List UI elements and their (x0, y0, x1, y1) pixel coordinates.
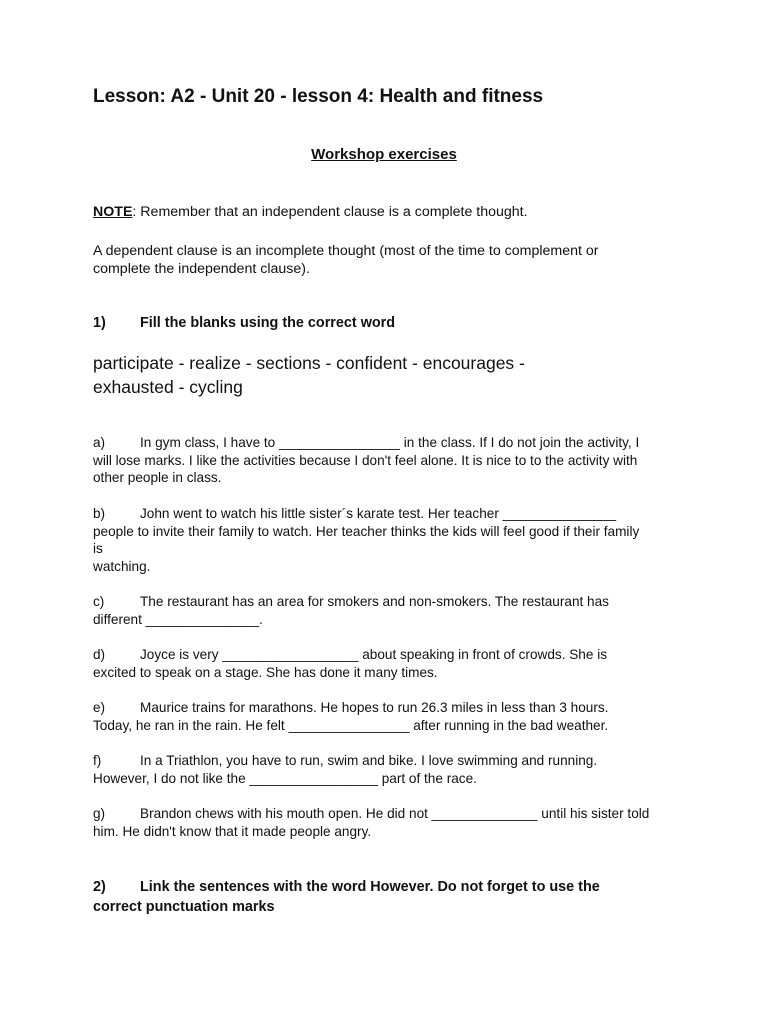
dependent-clause-line: A dependent clause is an incomplete thought (most of the time to complement or (93, 243, 599, 259)
exercise-text: In a Triathlon, you have to run, swim and bike. I love swimming and running. (140, 753, 598, 768)
exercise-text: him. He didn't know that it made people angry. (93, 823, 372, 839)
note-text: : Remember that an independent clause is a complete thought. (132, 204, 528, 220)
word-bank-line: exhausted - cycling (93, 377, 243, 397)
word-bank (93, 351, 653, 399)
word-bank-line: participate - realize - sections - confident - encourages - (93, 353, 525, 373)
exercise-text: people to invite their family to watch. Her teacher thinks the kids will feel good if their family (93, 523, 640, 539)
exercise-c (93, 593, 681, 628)
exercise-letter: g) (93, 806, 106, 821)
exercise-text: Joyce is very __________________ about speaking in front of crowds. She is (140, 647, 608, 662)
section-2-heading (93, 877, 693, 917)
note-paragraph (93, 203, 683, 221)
dependent-clause-line: complete the independent clause). (93, 261, 310, 277)
exercise-text: excited to speak on a stage. She has done it many times. (93, 664, 438, 680)
section-number: 2) (93, 879, 106, 895)
exercise-letter: e) (93, 700, 106, 715)
exercise-text: is (93, 541, 103, 556)
exercise-b (93, 505, 681, 575)
exercise-text: However, I do not like the _________________ part of the race. (93, 770, 477, 786)
exercise-text: will lose marks. I like the activities because I don't feel alone. It is nice to to the activity with (93, 452, 638, 468)
note-label: NOTE (93, 204, 133, 220)
exercise-e (93, 699, 681, 734)
exercise-text: Brandon chews with his mouth open. He did not ______________ until his sister told (140, 806, 650, 821)
exercise-f (93, 752, 681, 787)
exercise-text: different _______________. (93, 611, 263, 627)
exercise-text: In gym class, I have to ________________ in the class. If I do not join the activity, I (140, 435, 640, 450)
exercise-text: Today, he ran in the rain. He felt ________________ after running in the bad weather. (93, 717, 609, 733)
page-title: Lesson: A2 - Unit 20 - lesson 4: Health and fitness (93, 86, 544, 107)
section-heading-text: Link the sentences with the word However. Do not forget to use the (140, 879, 600, 895)
exercise-text: John went to watch his little sister´s karate test. Her teacher _______________ (140, 506, 617, 521)
exercise-letter: d) (93, 647, 106, 662)
exercise-text: watching. (93, 558, 151, 574)
exercise-g (93, 805, 681, 840)
section-1-heading (93, 313, 693, 333)
page-subtitle: Workshop exercises (311, 146, 457, 163)
exercise-a (93, 434, 681, 487)
section-heading-text: Fill the blanks using the correct word (140, 315, 396, 331)
exercise-d (93, 646, 681, 681)
exercise-letter: f) (93, 753, 102, 768)
exercise-letter: c) (93, 594, 105, 609)
exercise-letter: a) (93, 435, 106, 450)
exercise-text: The restaurant has an area for smokers and non-smokers. The restaurant has (140, 594, 609, 609)
exercise-letter: b) (93, 506, 106, 521)
exercise-text: Maurice trains for marathons. He hopes to run 26.3 miles in less than 3 hours. (140, 700, 609, 715)
section-heading-text: correct punctuation marks (93, 899, 275, 915)
section-number: 1) (93, 315, 106, 331)
dependent-clause-paragraph (93, 242, 683, 278)
exercise-text: other people in class. (93, 470, 222, 485)
